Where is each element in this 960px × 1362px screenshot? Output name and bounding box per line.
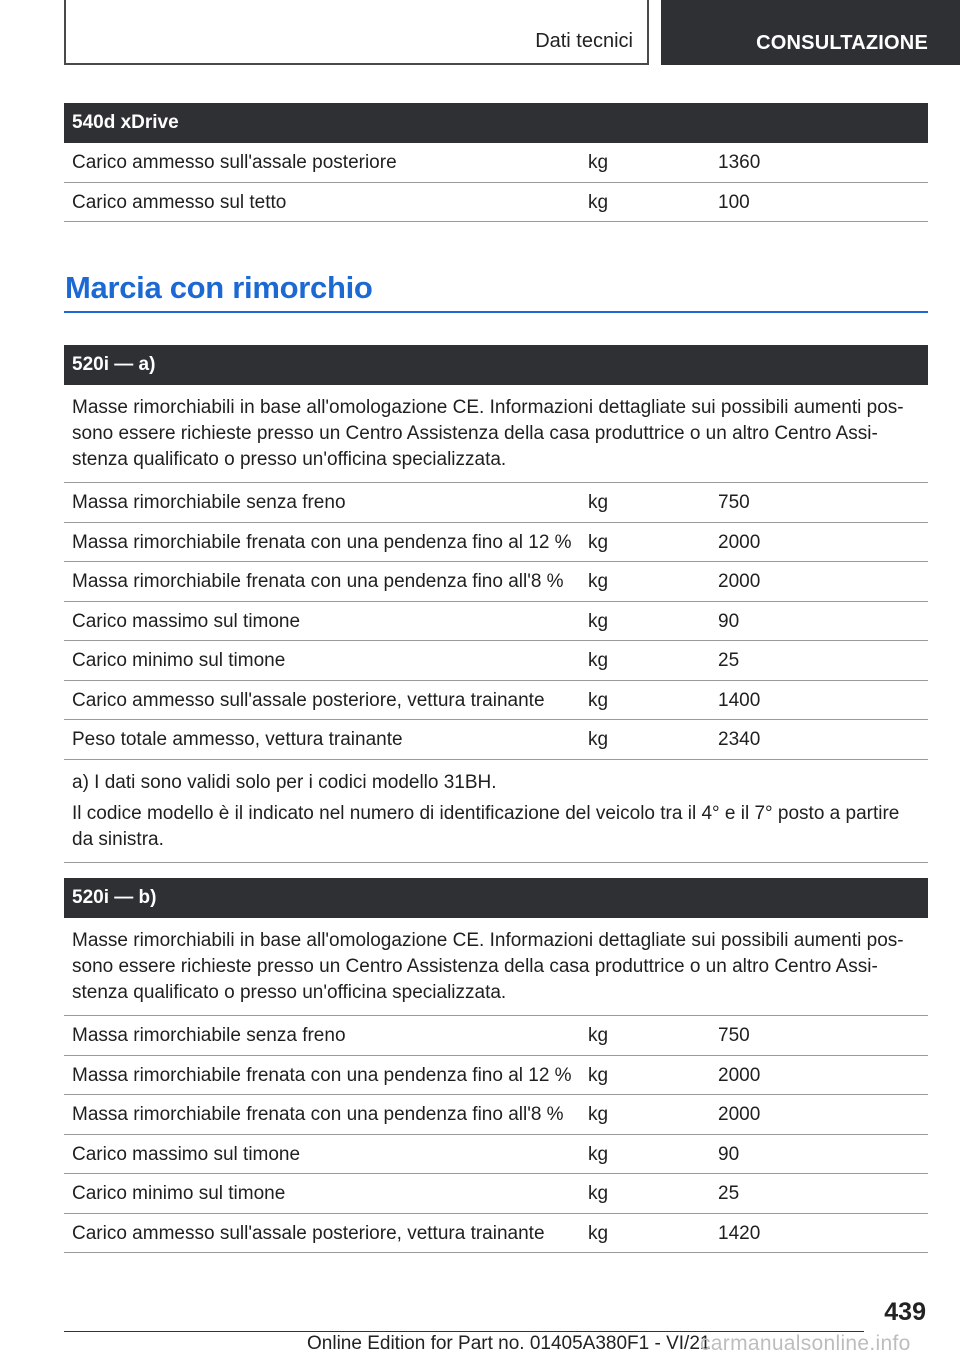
row-value: 25: [718, 650, 740, 671]
row-label: Carico ammesso sull'assale posteriore, vettura trainante: [72, 1222, 545, 1244]
table-540d-xdrive: [64, 103, 928, 222]
header-section-tab: [64, 0, 649, 65]
table-title: 540d xDrive: [64, 103, 928, 143]
table-520i-a: [64, 345, 928, 863]
row-unit: kg: [588, 1025, 609, 1046]
row-label: Massa rimorchiabile frenata con una pendenza fino all'8 %: [72, 1104, 564, 1125]
row-unit: kg: [588, 650, 609, 671]
row-label: Massa rimorchiabile senza freno: [72, 1025, 346, 1046]
row-label: Carico ammesso sul tetto: [72, 191, 287, 213]
section-heading-text: Marcia con rimorchio: [65, 270, 373, 305]
row-label: Carico massimo sul timone: [72, 1143, 301, 1165]
table-row: [64, 720, 928, 760]
row-value: 1420: [718, 1222, 761, 1244]
table-row: [64, 562, 928, 602]
table-row: [64, 483, 928, 523]
row-value: 2000: [718, 1064, 761, 1086]
row-value: 90: [718, 1143, 740, 1165]
footnote-line: Il codice modello è il indicato nel numero di identificazione del veicolo tra il 4° e il 7° posto a partire da sinistra.: [72, 802, 900, 850]
row-unit: kg: [588, 1183, 609, 1204]
row-value: 1400: [718, 689, 761, 711]
row-value: 90: [718, 610, 740, 632]
row-unit: kg: [588, 571, 609, 592]
row-label: Carico massimo sul timone: [72, 610, 301, 632]
row-unit: kg: [588, 492, 609, 513]
row-value: 2000: [718, 1104, 761, 1125]
row-label: Peso totale ammesso, vettura trainante: [72, 729, 403, 750]
table-row: [64, 523, 928, 563]
row-label: Carico ammesso sull'assale posteriore: [72, 152, 397, 173]
row-unit: kg: [588, 729, 609, 750]
table-row: [64, 1174, 928, 1214]
row-label: Massa rimorchiabile frenata con una pendenza fino al 12 %: [72, 531, 572, 553]
row-value: 25: [718, 1183, 740, 1204]
table-row: [64, 1016, 928, 1056]
row-value: 750: [718, 492, 750, 513]
row-unit: kg: [588, 152, 609, 173]
header-section-title: Dati tecnici: [535, 30, 633, 52]
table-row: [64, 1056, 928, 1096]
row-label: Massa rimorchiabile frenata con una pendenza fino al 12 %: [72, 1064, 572, 1086]
footnote-line: a) I dati sono validi solo per i codici modello 31BH.: [72, 771, 497, 793]
table-title: 520i — b): [64, 878, 928, 918]
row-value: 100: [718, 191, 750, 213]
row-label: Carico minimo sul timone: [72, 650, 286, 671]
row-value: 750: [718, 1025, 750, 1046]
row-value: 2000: [718, 571, 761, 592]
footer-watermark: carmanualsonline.info: [700, 1332, 911, 1355]
table-row: [64, 681, 928, 721]
header-chapter-tab: [661, 0, 960, 65]
row-unit: kg: [588, 1104, 609, 1125]
table-row: [64, 183, 928, 223]
table-footnote: [64, 760, 928, 863]
table-520i-b: [64, 878, 928, 1253]
table-intro: Masse rimorchiabili in base all'omologazione CE. Informazioni dettagliate sui possibili aumenti pos-sono essere richieste presso un Centro Assistenza della casa produttrice o un altro Centro Assi-stenza qualificato o presso un'officina specializzata.: [64, 918, 928, 1016]
row-value: 2000: [718, 531, 761, 553]
table-title: 520i — a): [64, 345, 928, 385]
row-label: Carico minimo sul timone: [72, 1183, 286, 1204]
row-label: Massa rimorchiabile senza freno: [72, 492, 346, 513]
row-unit: kg: [588, 1222, 609, 1244]
row-unit: kg: [588, 531, 609, 553]
table-intro: Masse rimorchiabili in base all'omologazione CE. Informazioni dettagliate sui possibili aumenti pos-sono essere richieste presso un Centro Assistenza della casa produttrice o un altro Centro Assi-stenza qualificato o presso un'officina specializzata.: [64, 385, 928, 483]
table-row: [64, 143, 928, 183]
table-row: [64, 1214, 928, 1254]
table-row: [64, 1095, 928, 1135]
table-row: [64, 641, 928, 681]
row-unit: kg: [588, 610, 609, 632]
page-number: 439: [884, 1298, 926, 1326]
section-heading: [64, 268, 928, 313]
table-row: [64, 1135, 928, 1175]
row-unit: kg: [588, 191, 609, 213]
table-row: [64, 602, 928, 642]
footer-edition: Online Edition for Part no. 01405A380F1 - VI/21: [307, 1333, 711, 1354]
header-chapter-title: CONSULTAZIONE: [756, 32, 928, 54]
row-value: 1360: [718, 152, 761, 173]
row-unit: kg: [588, 1064, 609, 1086]
row-value: 2340: [718, 729, 761, 750]
row-label: Massa rimorchiabile frenata con una pendenza fino all'8 %: [72, 571, 564, 592]
row-unit: kg: [588, 689, 609, 711]
row-unit: kg: [588, 1143, 609, 1165]
row-label: Carico ammesso sull'assale posteriore, vettura trainante: [72, 689, 545, 711]
